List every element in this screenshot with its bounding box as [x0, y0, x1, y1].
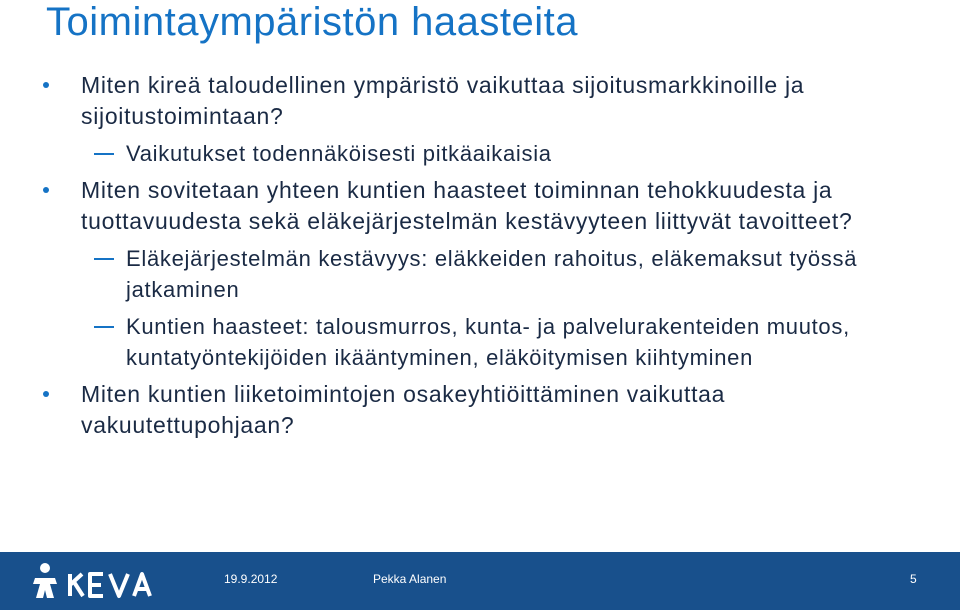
footer-bar — [0, 552, 960, 610]
bullet-dot-icon — [43, 187, 49, 193]
sub-bullet-item — [126, 243, 926, 305]
bullet-text: Miten kireä taloudellinen ympäristö vaikuttaa sijoitusmarkkinoille ja sijoitustoimintaan? — [81, 72, 805, 129]
slide-title: Toimintaympäristön haasteita — [46, 0, 579, 44]
sub-bullet-item — [126, 138, 926, 169]
page-number: 5 — [910, 572, 917, 586]
bullet-item — [81, 70, 921, 132]
bullet-text: Miten kuntien liiketoimintojen osakeyhtiöittäminen vaikuttaa vakuutettupohjaan? — [81, 381, 726, 438]
keva-logo — [30, 560, 180, 602]
dash-icon — [94, 153, 114, 155]
bullet-item — [81, 175, 921, 237]
bullet-item — [81, 379, 921, 441]
footer-date: 19.9.2012 — [224, 572, 278, 586]
footer-author: Pekka Alanen — [373, 572, 447, 586]
slide-content — [0, 70, 960, 447]
sub-bullet-text: Kuntien haasteet: talousmurros, kunta- ja palvelurakenteiden muutos, kuntatyöntekijöiden ikääntyminen, eläköitymisen kiihtyminen — [126, 314, 850, 370]
bullet-text: Miten sovitetaan yhteen kuntien haasteet toiminnan tehokkuudesta ja tuottavuudesta sekä eläkejärjestelmän kestävyyteen liittyvät tavoitteet? — [81, 177, 853, 234]
sub-bullet-item — [126, 311, 926, 373]
dash-icon — [94, 258, 114, 260]
sub-bullet-text: Vaikutukset todennäköisesti pitkäaikaisia — [126, 141, 552, 166]
bullet-dot-icon — [43, 391, 49, 397]
bullet-dot-icon — [43, 82, 49, 88]
sub-bullet-text: Eläkejärjestelmän kestävyys: eläkkeiden rahoitus, eläkemaksut työssä jatkaminen — [126, 246, 858, 302]
dash-icon — [94, 326, 114, 328]
